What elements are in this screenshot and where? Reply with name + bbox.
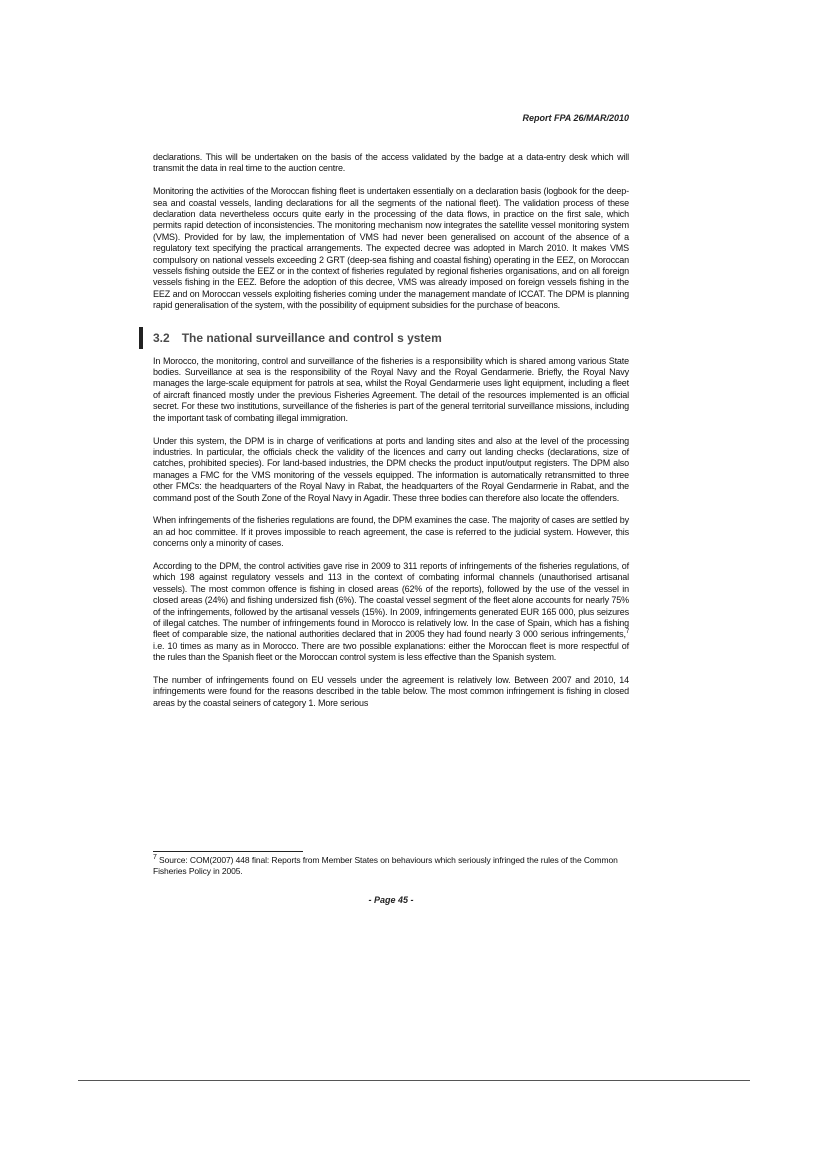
footnote-divider	[153, 851, 303, 852]
report-reference: Report FPA 26/MAR/2010	[522, 113, 629, 123]
footnote	[153, 855, 629, 877]
footnote-text: Source: COM(2007) 448 final: Reports from Member States on behaviours which seriously infringed the rules of the Common Fisheries Policy in 2005.	[153, 855, 618, 876]
footnote-reference: 7	[625, 629, 629, 636]
paragraph-eu-vessels: The number of infringements found on EU vessels under the agreement is relatively low. Between 2007 and 2010, 14 infringements were found for the reasons described in the table below. The most common infringement is fishing in closed areas by the coastal seiners of category 1. More serious	[153, 674, 629, 708]
section-title: The national surveillance and control s ystem	[181, 330, 442, 345]
bottom-divider	[78, 1080, 750, 1081]
paragraph-declarations: declarations. This will be undertaken on the basis of the access validated by the badge at a data-entry desk which will transmit the data in real time to the auction centre.	[153, 152, 629, 174]
paragraph-surveillance: In Morocco, the monitoring, control and surveillance of the fisheries is a responsibility which is shared among various State bodies. Surveillance at sea is the responsibility of the Royal Navy and the Royal Gendarmerie. Briefly, the Royal Navy manages the large-scale equipment for patrols at sea, whilst the Royal Gendarmerie uses light equipment, including a fleet of aircraft financed mostly under the previous Fisheries Agreement. The detail of the resources implemented is an official secret. For these two institutions, surveillance of the fisheries is part of the general territorial surveillance missions, including the important task of combating illegal immigration.	[153, 355, 629, 423]
section-heading	[153, 327, 629, 349]
footnote-marker: 7	[153, 854, 157, 862]
section-number: 3.2	[153, 330, 170, 345]
paragraph-infringements: When infringements of the fisheries regulations are found, the DPM examines the case. The majority of cases are settled by an ad hoc committee. If it proves impossible to reach agreement, the case is referred to the judicial system. However, this concerns only a minority of cases.	[153, 515, 629, 549]
body-text	[153, 152, 629, 721]
paragraph-control-activities: According to the DPM, the control activities gave rise in 2009 to 311 reports of infringements of the fisheries regulations, of which 198 against regulatory vessels and 113 in the context of combating informal channels (unauthorised artisanal vessels). The most common offence is fishing in closed areas (62% of the reports), followed by the use of the vessel in closed areas (24%) and fishing undersized fish (6%). The coastal vessel segment of the fleet alone accounts for nearly 75% of the infringements, followed by the artisanal vessels (15%). In 2009, infringements generated EUR 165 000, plus seizures of illegal catches. The number of infringements found in Morocco is relatively low. In the case of Spain, which has a fishing fleet of comparable size, the national authorities declared that in 2005 they had found nearly 3 000 serious infringements,$^7$ i.e. 10 times as many as in Morocco. There are two possible explanations: either the Moroccan fleet is more respectful of the rules than the Spanish fleet or the Moroccan control system is less effective than the Spanish system.	[153, 560, 629, 663]
paragraph-dpm-system: Under this system, the DPM is in charge of verifications at ports and landing sites and also at the level of the processing industries. In particular, the officials check the validity of the licences and carry out landing checks (declarations, size of catches, prohibited species). For land-based industries, the DPM checks the product input/output registers. The DPM also manages a FMC for the VMS monitoring of the vessels equipped. The information is automatically retransmitted to three other FMCs: the headquarters of the Royal Navy in Rabat, the headquarters of the Royal Gendarmerie in Rabat, and the command post of the South Zone of the Royal Navy in Agadir. These three bodies can therefore also locate the offenders.	[153, 435, 629, 503]
section-marker-bar	[139, 327, 143, 349]
paragraph-monitoring: Monitoring the activities of the Moroccan fishing fleet is undertaken essentially on a declaration basis (logbook for the deep-sea and coastal vessels, landing declarations for all the segments of the national fleet). The validation process of these declaration data nevertheless occurs quite early in the processing of the data flows, in practice on the first sale, which permits rapid detection of inconsistencies. The monitoring mechanism now integrates the satellite vessel monitoring system (VMS). Provided for by law, the implementation of VMS had never been generalised on account of the absence of a regulatory text specifying the practical arrangements. The expected decree was adopted in March 2010. It makes VMS compulsory on national vessels exceeding 2 GRT (deep-sea fishing and coastal fishing) operating in the EEZ, on Moroccan vessels fishing outside the EEZ or in the context of fisheries regulated by regional fisheries organisations, and on all foreign vessels fishing in the EEZ. Before the adoption of this decree, VMS was already imposed on foreign vessels fishing in the EEZ and on Moroccan vessels exploiting fisheries coming under the management mandate of ICCAT. The DPM is planning rapid generalisation of the system, with the possibility of equipment subsidies for the purchase of beacons.	[153, 186, 629, 311]
page-number: - Page 45 -	[368, 895, 414, 905]
